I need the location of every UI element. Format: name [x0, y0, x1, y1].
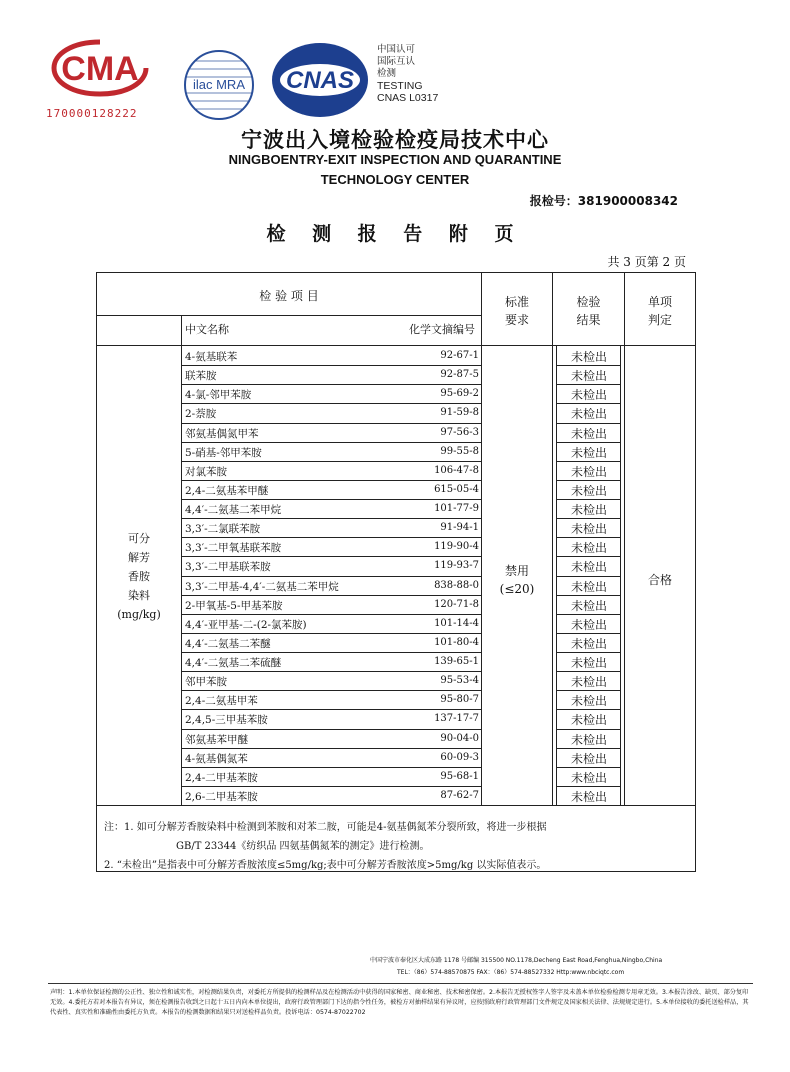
row-cas: 119-93-7: [434, 560, 479, 572]
row-name: 4,4′-亚甲基-二-(2-氯苯胺): [185, 618, 307, 631]
row-cas: 95-69-2: [440, 388, 479, 400]
header-judgement-line: 判定: [647, 313, 672, 327]
org-name-en-line1: NINGBOENTRY-EXIT INSPECTION AND QUARANTINE: [228, 152, 562, 167]
row-name: 联苯胺: [185, 370, 217, 383]
row-name: 4,4′-二氨基二苯醚: [185, 637, 271, 650]
row-cas: 120-71-8: [434, 598, 479, 610]
row-name: 5-硝基-邻甲苯胺: [185, 446, 262, 459]
judgement-cell: 合格: [647, 573, 672, 587]
header-standard-line: 标准: [504, 295, 529, 309]
cnas-logo-text: CNAS: [285, 67, 355, 94]
header-cn-name: 中文名称: [185, 323, 229, 336]
cnas-line: TESTING: [377, 80, 423, 92]
report-number: 报检号：381900008342: [529, 194, 678, 208]
row-cas: 90-04-0: [440, 732, 479, 744]
row-cas: 106-47-8: [434, 464, 479, 476]
row-result: 未检出: [570, 483, 607, 498]
row-result: 未检出: [570, 694, 607, 709]
header-result-line: 检验: [576, 295, 601, 309]
note-line-3: 2. “未检出”是指表中可分解芳香胺浓度≤5mg/kg;表中可分解芳香胺浓度>5mg/kg 以实际值表示。: [104, 860, 547, 871]
row-result: 未检出: [570, 675, 607, 690]
standard-line: (≤20): [499, 582, 535, 596]
cnas-line: 国际互认: [377, 56, 416, 67]
row-cas: 137-17-7: [434, 713, 479, 725]
row-result: 未检出: [570, 503, 607, 517]
row-cas: 97-56-3: [440, 426, 479, 438]
row-result: 未检出: [570, 713, 607, 728]
category-line: 香胺: [128, 570, 150, 583]
row-cas: 92-87-5: [440, 369, 479, 381]
cnas-line: CNAS L0317: [377, 92, 439, 104]
row-result: 未检出: [570, 407, 607, 422]
category-line: 可分: [128, 532, 150, 545]
standard-line: 禁用: [504, 564, 529, 578]
cnas-logo: [270, 40, 370, 120]
cnas-side-text: [377, 44, 438, 104]
footer-contact: TEL：（86）574-88570875 FAX：（86）574-88527332 Http:www.nbciqtc.com: [397, 969, 625, 976]
row-cas: 99-55-8: [440, 445, 479, 457]
header-result: [553, 293, 624, 329]
row-cas: 838-88-0: [434, 579, 479, 591]
header-standard-line: 要求: [504, 313, 529, 327]
row-name: 2,4-二氨基甲苯: [185, 695, 258, 708]
row-result: 未检出: [570, 598, 607, 613]
row-cas: 87-62-7: [440, 789, 479, 801]
row-cas: 60-09-3: [440, 751, 479, 763]
row-name: 3,3′-二甲基联苯胺: [185, 561, 271, 574]
row-result: 未检出: [570, 789, 607, 804]
org-name-en-line2: TECHNOLOGY CENTER: [320, 172, 470, 187]
test-results-table: [96, 272, 696, 872]
note-line-2: GB/T 23344《纺织品 四氨基偶氮苯的测定》进行检测。: [176, 841, 430, 852]
row-result: 未检出: [570, 617, 607, 632]
category-line: (mg/kg): [117, 608, 161, 621]
cma-logo: [48, 38, 152, 98]
row-result: 未检出: [570, 656, 607, 670]
header-judgement: [625, 293, 695, 329]
row-name: 2,6-二甲基苯胺: [185, 790, 258, 803]
cma-logo-text: CMA: [61, 50, 139, 88]
row-name: 2,4-二甲基苯胺: [185, 771, 258, 784]
row-name: 3,3′-二甲基-4,4′-二氨基二苯甲烷: [185, 580, 339, 593]
row-name: 2,4,5-三甲基苯胺: [185, 714, 268, 727]
row-result: 未检出: [570, 560, 607, 575]
row-cas: 615-05-4: [434, 483, 479, 495]
row-cas: 119-90-4: [434, 541, 479, 553]
row-result: 未检出: [570, 369, 607, 384]
notes: [104, 818, 546, 875]
row-cas: 101-77-9: [434, 503, 479, 514]
footer-disclaimer: 声明：1.本单位保证检测的公正性、独立性和诚实性，对检测结果负责，对委托方所提供的检测样品及在检测活动中获得的国家秘密、商业秘密、技术秘密保密。2.本报告无授权签字人签字及未盖本单位检验检测专用章无效。3.本报告涂改、缺页、部分复印无效。4.委托方若对本报告有异议，须在检测报告收到之日起十五日内向本单位提出，政府行政管理部门下达的指令性任务，被检方对抽样结果有异议时，应按照政府行政管理部门文件规定及国家相关法律、法规规定进行。5.本单位接收的委托送检样品，其代表性、真实性和准确性由委托方负责。本报告的检测数据和结果只对送检样品负责。投诉电话：0574-87022702: [50, 989, 749, 1016]
ilac-logo-text: ilac MRA: [192, 77, 246, 92]
cma-number: 170000128222: [46, 107, 138, 120]
note-line-1: 注：1. 如可分解芳香胺染料中检测到苯胺和对苯二胺，可能是4-氨基偶氮苯分裂所致，将进一步根据: [104, 822, 547, 833]
row-name: 4-氯-邻甲苯胺: [185, 389, 252, 402]
ilac-mra-logo: [178, 47, 260, 123]
row-name: 邻甲苯胺: [185, 676, 227, 689]
footer-divider: [48, 983, 753, 984]
row-result: 未检出: [570, 751, 607, 766]
row-name: 2,4-二氨基苯甲醚: [185, 484, 269, 497]
cnas-line: 中国认可: [377, 44, 416, 55]
standard-cell: [482, 562, 552, 598]
row-result: 未检出: [570, 388, 607, 403]
row-cas: 91-94-1: [440, 522, 479, 534]
row-result: 未检出: [570, 445, 607, 460]
header-test-item: 检 验 项 目: [259, 289, 319, 303]
row-name: 4-氨基联苯: [185, 351, 238, 363]
header-judgement-line: 单项: [647, 295, 672, 309]
page-info: 共 3 页第 2 页: [607, 255, 686, 269]
row-cas: 139-65-1: [434, 656, 479, 667]
row-name: 4,4′-二氨基二苯硫醚: [185, 657, 282, 669]
row-result: 未检出: [570, 636, 607, 651]
cnas-line: 检测: [377, 68, 397, 79]
row-cas: 95-80-7: [440, 694, 479, 706]
document-title: 检 测 报 告 附 页: [266, 223, 524, 245]
row-cas: 95-53-4: [440, 675, 479, 687]
org-name-cn: 宁波出入境检验检疫局技术中心: [241, 128, 549, 152]
row-result: 未检出: [570, 522, 607, 537]
row-result: 未检出: [570, 350, 607, 364]
category-line: 解芳: [128, 551, 150, 564]
row-result: 未检出: [570, 464, 607, 479]
row-name: 邻氨基偶氮甲苯: [185, 427, 259, 440]
row-result: 未检出: [570, 541, 607, 556]
row-name: 3,3′-二氯联苯胺: [185, 523, 261, 536]
row-name: 4,4′-二氨基二苯甲烷: [185, 504, 282, 516]
row-result: 未检出: [570, 770, 607, 785]
row-name: 4-氨基偶氮苯: [185, 752, 248, 765]
row-result: 未检出: [570, 732, 607, 747]
row-result: 未检出: [570, 426, 607, 441]
row-cas: 92-67-1: [440, 350, 479, 361]
row-cas: 101-14-4: [434, 617, 479, 629]
header-result-line: 结果: [576, 313, 601, 327]
footer-address: 中国宁波市奉化区大成东路 1178 号邮编 315500 NO.1178,Decheng East Road,Fenghua,Ningbo,China: [370, 957, 663, 964]
row-name: 对氯苯胺: [185, 465, 227, 478]
category-cell: [97, 529, 181, 624]
row-name: 2-甲氧基-5-甲基苯胺: [185, 599, 283, 612]
row-result: 未检出: [570, 579, 607, 594]
row-cas: 101-80-4: [434, 636, 479, 648]
header-cas: 化学文摘编号: [409, 323, 475, 336]
row-cas: 91-59-8: [440, 407, 479, 419]
row-name: 2-萘胺: [185, 408, 217, 421]
row-cas: 95-68-1: [440, 770, 479, 782]
row-name: 邻氨基苯甲醚: [185, 733, 248, 746]
category-line: 染料: [128, 589, 150, 602]
row-name: 3,3′-二甲氧基联苯胺: [185, 542, 282, 555]
header-standard: [482, 293, 552, 329]
